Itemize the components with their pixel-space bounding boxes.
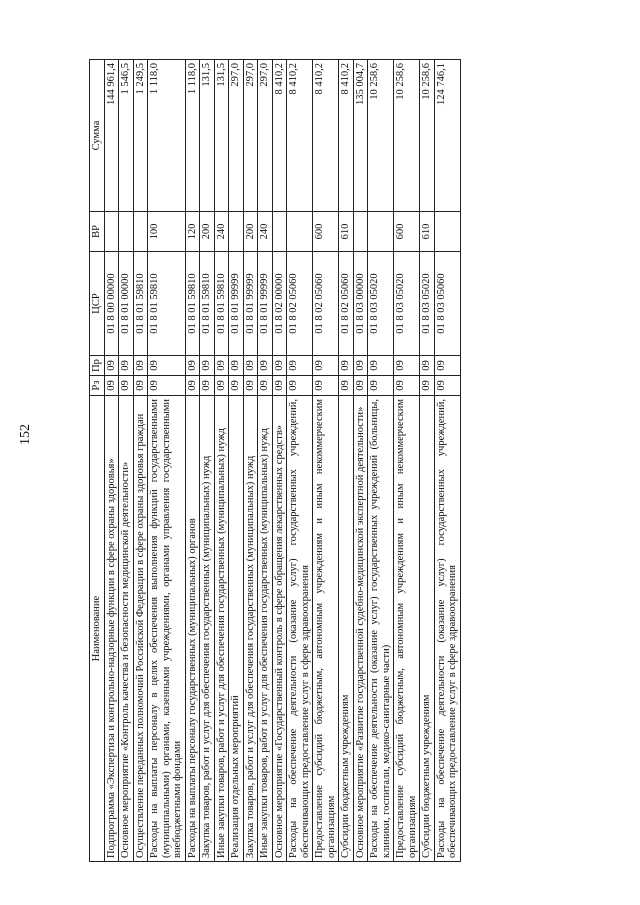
table-row <box>243 60 258 862</box>
header-vr: ВР <box>90 212 105 252</box>
cell-name: Иные закупки товаров, работ и услуг для обеспечения государственных (муниципальных) нужд <box>214 396 229 862</box>
cell-name: Закупка товаров, работ и услуг для обеспечения государственных (муниципальных) нужд <box>200 396 215 862</box>
cell-sum: 8 410,2 <box>313 60 339 212</box>
cell-rz: 09 <box>214 376 229 396</box>
cell-pr: 09 <box>258 356 273 376</box>
cell-rz: 09 <box>185 376 200 396</box>
cell-name: Подпрограмма «Экспертиза и контрольно-надзорные функции в сфере охраны здоровья» <box>104 396 119 862</box>
cell-name: Основное мероприятие «Контроль качества и безопасности медицинской деятельности» <box>119 396 134 862</box>
cell-csr: 01 8 03 05020 <box>394 252 420 356</box>
cell-rz: 09 <box>434 376 460 396</box>
table-row <box>200 60 215 862</box>
cell-csr: 01 8 01 59810 <box>185 252 200 356</box>
cell-sum: 8 410,2 <box>272 60 287 212</box>
cell-rz: 09 <box>368 376 394 396</box>
table-row <box>258 60 273 862</box>
cell-rz: 09 <box>339 376 354 396</box>
cell-sum: 297,0 <box>258 60 273 212</box>
cell-pr: 09 <box>214 356 229 376</box>
cell-sum: 297,0 <box>229 60 244 212</box>
cell-sum: 144 961,4 <box>104 60 119 212</box>
cell-vr <box>287 212 313 252</box>
cell-pr: 09 <box>394 356 420 376</box>
cell-name: Субсидии бюджетным учреждениям <box>420 396 435 862</box>
cell-sum: 8 410,2 <box>287 60 313 212</box>
table-body <box>104 60 460 862</box>
header-name: Наименование <box>90 396 105 862</box>
cell-sum: 1 249,5 <box>133 60 148 212</box>
cell-pr: 09 <box>119 356 134 376</box>
table-row <box>214 60 229 862</box>
cell-pr: 09 <box>148 356 186 376</box>
cell-name: Предоставление субсидий бюджетным, автономным учреждениям и иным некоммерческим организациям <box>394 396 420 862</box>
cell-rz: 09 <box>229 376 244 396</box>
cell-name: Расходы на обеспечение деятельности (оказание услуг) государственных учреждений, обеспечивающих предоставление услуг в сфере здравоохранения <box>434 396 460 862</box>
cell-rz: 09 <box>119 376 134 396</box>
cell-pr: 09 <box>243 356 258 376</box>
cell-vr: 120 <box>185 212 200 252</box>
cell-pr: 09 <box>420 356 435 376</box>
cell-name: Осуществление переданных полномочий Российской Федерации в сфере охраны здоровья граждан <box>133 396 148 862</box>
budget-table-sheet <box>89 60 553 862</box>
cell-pr: 09 <box>133 356 148 376</box>
cell-pr: 09 <box>313 356 339 376</box>
cell-vr <box>104 212 119 252</box>
cell-sum: 131,5 <box>214 60 229 212</box>
cell-csr: 01 8 02 05060 <box>287 252 313 356</box>
cell-sum: 8 410,2 <box>339 60 354 212</box>
cell-pr: 09 <box>434 356 460 376</box>
cell-vr: 100 <box>148 212 186 252</box>
table-row <box>394 60 420 862</box>
cell-csr: 01 8 01 59810 <box>133 252 148 356</box>
table-row <box>104 60 119 862</box>
cell-name: Основное мероприятие «Развитие государственной судебно-медицинской экспертной деятельности» <box>353 396 368 862</box>
table-row <box>353 60 368 862</box>
cell-name: Расходы на выплаты персоналу государственных (муниципальных) органов <box>185 396 200 862</box>
cell-pr: 09 <box>104 356 119 376</box>
cell-vr <box>368 212 394 252</box>
cell-sum: 131,5 <box>200 60 215 212</box>
cell-csr: 01 8 01 99999 <box>258 252 273 356</box>
cell-rz: 09 <box>148 376 186 396</box>
page-number: 152 <box>18 424 33 445</box>
cell-pr: 09 <box>339 356 354 376</box>
table-row <box>313 60 339 862</box>
cell-vr <box>272 212 287 252</box>
cell-csr: 01 8 01 59810 <box>148 252 186 356</box>
cell-vr: 200 <box>200 212 215 252</box>
cell-sum: 10 258,6 <box>394 60 420 212</box>
cell-vr <box>133 212 148 252</box>
cell-pr: 09 <box>353 356 368 376</box>
cell-name: Расходы на выплаты персоналу в целях обеспечения выполнения функций государственными (муниципальными) органами, казенными учреждениями, органами управления государственными внебюджетными фондами <box>148 396 186 862</box>
table-row <box>368 60 394 862</box>
cell-name: Субсидии бюджетным учреждениям <box>339 396 354 862</box>
cell-pr: 09 <box>272 356 287 376</box>
cell-vr: 600 <box>313 212 339 252</box>
cell-rz: 09 <box>243 376 258 396</box>
cell-csr: 01 8 00 00000 <box>104 252 119 356</box>
cell-name: Расходы на обеспечение деятельности (оказание услуг) государственных учреждений (больницы, клиники, госпитали, медико-санитарные части) <box>368 396 394 862</box>
cell-sum: 1 118,0 <box>148 60 186 212</box>
table-row <box>148 60 186 862</box>
cell-rz: 09 <box>104 376 119 396</box>
cell-rz: 09 <box>133 376 148 396</box>
cell-sum: 1 118,0 <box>185 60 200 212</box>
cell-pr: 09 <box>287 356 313 376</box>
cell-vr <box>229 212 244 252</box>
header-pr: Пр <box>90 356 105 376</box>
cell-csr: 01 8 01 99999 <box>229 252 244 356</box>
cell-rz: 09 <box>313 376 339 396</box>
cell-name: Предоставление субсидий бюджетным, автономным учреждениям и иным некоммерческим организациям <box>313 396 339 862</box>
cell-vr: 600 <box>394 212 420 252</box>
cell-rz: 09 <box>420 376 435 396</box>
table-header-row <box>90 60 105 862</box>
cell-name: Основное мероприятие «Государственный контроль в сфере обращения лекарственных средств» <box>272 396 287 862</box>
cell-name: Реализация отдельных мероприятий <box>229 396 244 862</box>
cell-vr: 200 <box>243 212 258 252</box>
cell-pr: 09 <box>200 356 215 376</box>
cell-sum: 124 746,1 <box>434 60 460 212</box>
cell-vr: 610 <box>420 212 435 252</box>
cell-csr: 01 8 02 05060 <box>313 252 339 356</box>
cell-csr: 01 8 02 00000 <box>272 252 287 356</box>
table-row <box>229 60 244 862</box>
cell-sum: 10 258,6 <box>420 60 435 212</box>
cell-vr <box>119 212 134 252</box>
cell-rz: 09 <box>258 376 273 396</box>
cell-csr: 01 8 03 05020 <box>420 252 435 356</box>
cell-rz: 09 <box>287 376 313 396</box>
cell-pr: 09 <box>185 356 200 376</box>
table-row <box>119 60 134 862</box>
cell-csr: 01 8 03 05020 <box>368 252 394 356</box>
cell-vr <box>434 212 460 252</box>
table-row <box>420 60 435 862</box>
table-row <box>339 60 354 862</box>
table-row <box>272 60 287 862</box>
cell-vr <box>353 212 368 252</box>
table-row <box>185 60 200 862</box>
budget-table <box>89 59 461 862</box>
cell-name: Иные закупки товаров, работ и услуг для обеспечения государственных (муниципальных) нужд <box>258 396 273 862</box>
cell-rz: 09 <box>272 376 287 396</box>
header-sum: Сумма <box>90 60 105 212</box>
cell-csr: 01 8 01 99999 <box>243 252 258 356</box>
table-row <box>133 60 148 862</box>
cell-sum: 10 258,6 <box>368 60 394 212</box>
cell-rz: 09 <box>394 376 420 396</box>
cell-rz: 09 <box>200 376 215 396</box>
table-row <box>434 60 460 862</box>
table-row <box>287 60 313 862</box>
header-csr: ЦСР <box>90 252 105 356</box>
cell-vr: 610 <box>339 212 354 252</box>
cell-pr: 09 <box>368 356 394 376</box>
header-rz: Рз <box>90 376 105 396</box>
cell-rz: 09 <box>353 376 368 396</box>
cell-sum: 1 546,5 <box>119 60 134 212</box>
cell-name: Расходы на обеспечение деятельности (оказание услуг) государственных учреждений, обеспечивающих предоставление услуг в сфере здравоохранения <box>287 396 313 862</box>
cell-csr: 01 8 03 05060 <box>434 252 460 356</box>
cell-vr: 240 <box>258 212 273 252</box>
cell-sum: 297,0 <box>243 60 258 212</box>
cell-csr: 01 8 01 59810 <box>200 252 215 356</box>
cell-csr: 01 8 01 59810 <box>214 252 229 356</box>
cell-sum: 135 004,7 <box>353 60 368 212</box>
cell-pr: 09 <box>229 356 244 376</box>
cell-csr: 01 8 03 00000 <box>353 252 368 356</box>
cell-csr: 01 8 02 05060 <box>339 252 354 356</box>
cell-name: Закупка товаров, работ и услуг для обеспечения государственных (муниципальных) нужд <box>243 396 258 862</box>
cell-vr: 240 <box>214 212 229 252</box>
cell-csr: 01 8 01 00000 <box>119 252 134 356</box>
